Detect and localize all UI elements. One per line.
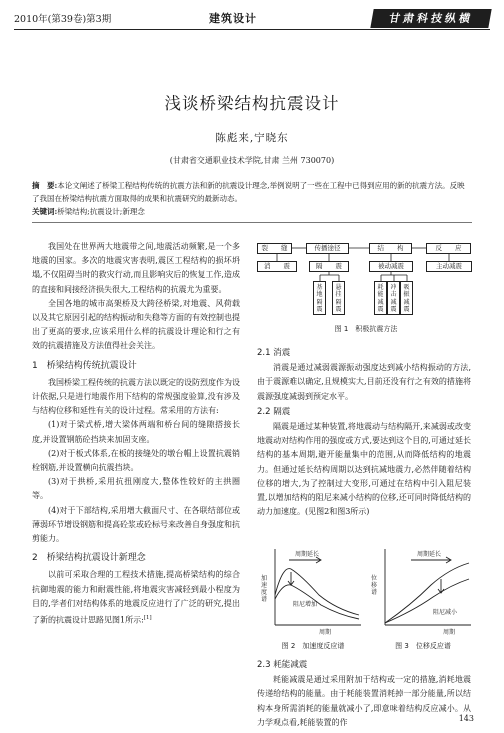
- fig1-node-passive: 被动减震: [369, 261, 413, 272]
- fig1-leaf-energy: 耗能减震: [374, 281, 387, 315]
- section-2-3-heading: 2.3 耗能减震: [257, 660, 308, 670]
- fig2-ylabel: 加速度谱: [261, 575, 268, 603]
- fig1-node-response: 反 应: [426, 243, 471, 254]
- fig1-node-eliminate: 消 震: [257, 261, 297, 272]
- keywords-text: 桥梁结构;抗震设计;新理念: [57, 207, 145, 216]
- section-1-item-1: (1)对于梁式桥,增大梁体两端和桥台间的缝隙搭接长度,并设置钢筋砼挡块来加固支座。: [32, 420, 240, 444]
- section-2-3-paragraph: 耗能减震是通过采用附加于结构或一定的措施,消耗地震传递给结构的能量。由于耗能装置消耗掉一部分能量,所以结构本身所需消耗的能量就减小了,即意味着结构反应减小。从力学观点看,耗能装置的作: [257, 675, 471, 727]
- fig2-curve-high: [275, 569, 359, 615]
- section-1-paragraph: 我国桥梁工程传统的抗震方法以既定的设防烈度作为设计依据,只是进行地震作用下结构的常规强度验算,没有涉及与结构位移和延性有关的设计过程。常采用的方法有:: [32, 377, 240, 416]
- fig2-period-annotation: 周期延长: [295, 551, 320, 558]
- section-1-heading: 1 桥梁结构传统抗震设计: [32, 360, 137, 371]
- paper-title: 浅谈桥梁结构抗震设计: [164, 94, 340, 113]
- keywords-label: 关键词:: [32, 207, 58, 216]
- fig1-leaf-absorb: 吸振减震: [400, 281, 413, 315]
- section-2-1-heading: 2.1 消震: [257, 348, 291, 358]
- figure-2-chart: [261, 545, 365, 637]
- fig1-leaf-suspension: 悬挂隔震: [332, 281, 345, 315]
- fig1-node-isolate: 隔 震: [309, 261, 349, 272]
- intro-paragraph-1: 我国处在世界两大地震带之间,地震活动频繁,是一个多地震的国家。多次的地震灾害表明,震区工程结构的损坏坍塌,不仅阻碍当时的救灾行动,而且影响灾后的恢复工作,造成的直接和间接经济损失很大,工程结构的抗震尤为重要。: [32, 242, 240, 294]
- fig1-node-active: 主动减震: [426, 261, 472, 272]
- page-number: 143: [458, 714, 474, 723]
- citation-ref: [1]: [143, 615, 152, 622]
- section-2-2-heading: 2.2 隔震: [257, 406, 291, 417]
- abstract-text: 本论文阐述了桥梁工程结构传统的抗震方法和新的抗震设计理念,举例说明了一些在工程中已得到应用的新的抗震方法。反映了我国在桥梁结构抗震方面取得的成果和抗震研究的最新动态。: [32, 181, 465, 203]
- fig2-xlabel: 周期: [319, 629, 332, 636]
- issue-label: 2010年(第39卷)第3期: [14, 14, 112, 25]
- figure-2-caption: 图 2 加速度反应谱: [281, 642, 345, 650]
- section-1-item-4: (4)对于下部结构,采用增大截面尺寸、在各联结部位或薄弱环节增设钢筋和提高砼浆或砼标号来改善自身强度和抗剪能力。: [32, 505, 240, 544]
- keywords: [32, 206, 472, 218]
- section-2-heading: 2 桥梁结构抗震设计新理念: [32, 553, 146, 564]
- figure-3-caption: 图 3 位移反应谱: [395, 642, 451, 650]
- fig3-damping-annotation: 阻尼减小: [433, 609, 458, 616]
- running-header: [14, 8, 490, 30]
- section-1-item-2: (2)对于板式体系,在板的接缝处的墩台帽上设置抗震销栓钢筋,并设置横向抗震挡块。: [32, 448, 240, 473]
- right-column: [257, 345, 471, 519]
- fig1-leaf-base-isolation: 基地隔震: [313, 281, 326, 315]
- fig3-ylabel: 位移谱: [371, 575, 378, 596]
- header-divider: [32, 222, 472, 223]
- figures-2-3: [257, 545, 475, 655]
- left-column: [32, 240, 240, 628]
- section-1-item-3: (3)对于拱桥,采用抗扭刚度大,整体性较好的主拱圈等。: [32, 477, 240, 501]
- abstract-label: 摘 要:: [32, 181, 58, 190]
- figure-2-plot: [261, 545, 365, 637]
- journal-brand-logo: 甘肃科技纵横: [370, 9, 491, 28]
- fig1-leaf-impact: 冲击减震: [387, 281, 400, 315]
- paper-authors: 陈彪来,宁晓东: [215, 132, 289, 144]
- fig1-node-path: 传播途径: [306, 243, 349, 254]
- section-2-text: 以前可采取合理的工程技术措施,提高桥梁结构的综合抗御地震的能力和耐震性能,将地震灾害减轻到最小程度为目的,学者们对结构体系的地震反应进行了广泛的研究,提出了新的抗震设计思路见图1所示:: [32, 570, 240, 625]
- section-2-3: [257, 657, 471, 730]
- section-2-1-paragraph: 消震是通过减弱震源振动强度达到减小结构振动的方法,由于震源难以确定,且规模实大,目前还没有行之有效的措施将震源强度减弱到预定水平。: [257, 363, 471, 401]
- figure-1-diagram: [255, 240, 477, 340]
- abstract: [32, 180, 472, 205]
- section-2-2-paragraph: 隔震是通过某种装置,将地震动与结构隔开,来减弱或改变地震动对结构作用的强度或方式,要达到这个目的,可通过延长结构的基本周期,避开能量集中的范围,从而降低结构的地震力。但通过延长结构周期以达到抗减地震力,必然伴随着结构位移的增大,为了控制过大变形,可通过在结构中引入阻尼装置,以增加结构的阻尼来减小结构的位移,还可同时降低结构的动力加速度。(见图2和图3所示): [257, 422, 471, 517]
- intro-paragraph-2: 全国各地的城市高架桥及大跨径桥梁,对地震、风荷载以及其它原因引起的结构振动和失稳等方面的有效控制也提出了更高的要求,应该采用什么样的抗震设计理论和行之有效的抗震措施及方法值得社会关注。: [32, 298, 240, 351]
- fig3-xlabel: 周期: [443, 629, 456, 636]
- section-2-paragraph: [32, 568, 240, 627]
- author-affiliation: (甘肃省交通职业技术学院,甘肃 兰州 730070): [169, 156, 335, 165]
- fig3-curve-high-damping: [385, 579, 469, 623]
- fig1-node-structure: 结 构: [369, 243, 412, 254]
- fig2-damping-annotation: 阻尼增加: [293, 601, 318, 608]
- figure-1-caption: 图 1 积极抗震方法: [334, 325, 398, 333]
- figure-3-plot: [371, 545, 475, 637]
- journal-section-label: 建筑设计: [209, 12, 257, 25]
- fig3-period-annotation: 周期延长: [417, 551, 442, 558]
- fig1-node-source: 裂 缝: [257, 243, 292, 254]
- figure-3-chart: [371, 545, 475, 637]
